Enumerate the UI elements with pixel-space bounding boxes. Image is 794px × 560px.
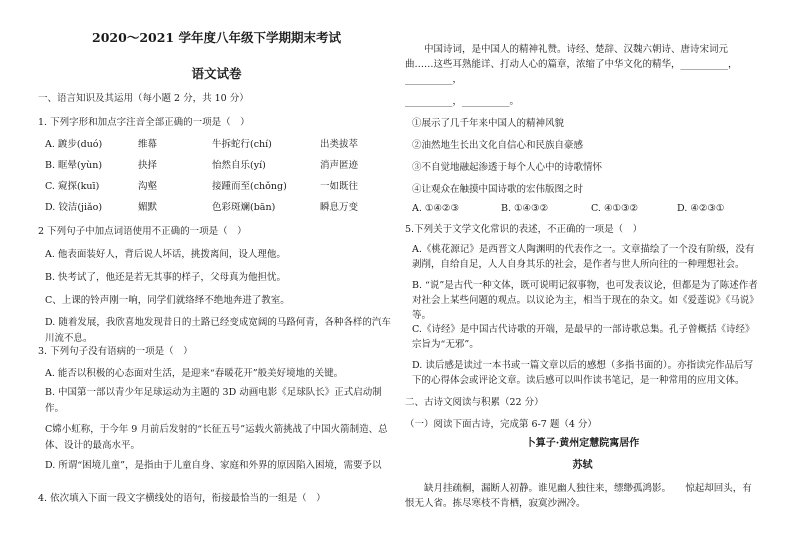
q4-choice-d: D. ④②③① (677, 203, 725, 214)
poem-text: 缺月挂疏桐，漏断人初静。谁见幽人独往来，缥缈孤鸿影。 惊起却回头，有恨无人省。拣尽寒枝不肯栖，寂寞沙洲冷。 (405, 483, 752, 509)
q3-option-d: D. 所谓“困境儿童”，是指由于儿童自身、家庭和外界的原因陷入困境，需要予以 (45, 460, 382, 471)
q5-option-a: A.《桃花源记》是西晋文人陶渊明的代表作之一。文章描绘了一个没有阶级，没有剥削，自给自足，人人自身其乐的社会，是作者与世人所向往的一种理想社会。 (412, 244, 755, 270)
q4-item-4: ④让观众在触摸中国诗歌的宏伟版图之时 (412, 184, 584, 195)
q4-item-1: ①展示了几千年来中国人的精神风貌 (412, 118, 565, 129)
q1-c-3: 接踵而至(chǒng) (212, 181, 287, 192)
poem-title: 卜算子·黄州定慧院寓居作 (525, 438, 640, 449)
q5-option-d: D. 读后感是读过一本书或一篇文章以后的感想（多指书面的）。亦指读完作品后写下的心得体会或评论文章。读后感可以叫作读书笔记，是一种常用的应用文体。 (412, 360, 754, 386)
q2-stem: 2 下列句子中加点词语使用不正确的一项是（ ） (38, 226, 247, 237)
section-1-heading: 一、语言知识及其运用（每小题 2 分，共 10 分） (38, 93, 249, 104)
q4-choice-a: A. ①④②③ (412, 203, 459, 214)
q4-choice-c: C. ④①③② (591, 203, 639, 214)
q1-d-2: 媚默 (138, 202, 158, 213)
q5-option-c: C.《诗经》是中国古代诗歌的开端，是最早的一部诗歌总集。孔子曾概括《诗经》宗旨为“无邪”。 (412, 324, 755, 350)
q2-option-c: C、上课的铃声刚一响，同学们就络绎不绝地奔进了教室。 (45, 295, 290, 306)
subsection-1-heading: （一）阅读下面古诗，完成第 6-7 题（4 分） (405, 419, 597, 430)
q1-a-2: 维幕 (138, 139, 158, 150)
q4-item-2: ②油然地生长出文化自信心和民族自豪感 (412, 140, 584, 151)
q1-d-1: D. 铰洁(jiǎo) (45, 202, 103, 213)
q1-a-3: 牛拆蛇行(chí) (212, 139, 272, 150)
q3-stem: 3. 下列句子没有语病的一项是（ ） (38, 346, 193, 357)
q1-b-3: 怡然自乐(yí) (212, 160, 266, 171)
q4-stem: 4. 依次填入下面一段文字横线处的语句，衔接最恰当的一组是（ ） (38, 493, 326, 504)
q1-stem: 1. 下列字形和加点字注音全部正确的一项是（ ） (38, 117, 250, 128)
q2-option-d: D. 随着发展，我欣喜地发现昔日的土路已经变成宽阔的马路何青，各种各样的汽车川流不息。 (45, 317, 391, 344)
q5-option-b: B. “说”是古代一种文体，既可说明记叙事物，也可发表议论，但都是为了陈述作者对社会上某些问题的观点。以议论为主，相当于现在的杂文。如《爱莲说》《马说》等。 (412, 280, 759, 321)
exam-title: 2020～2021 学年度八年级下学期期末考试 (92, 30, 341, 45)
q3-option-b: B. 中国第一部以青少年足球运动为主题的 3D 动画电影《足球队长》正式启动制作。 (45, 387, 382, 414)
q1-c-4: 一如既往 (320, 181, 359, 192)
q5-stem: 5.下列关于文学文化常识的表述，不正确的一项是（ ） (405, 224, 643, 235)
q1-d-3: 色彩斑斓(bān) (212, 202, 276, 213)
q4-passage-blanks: __________，__________。 (405, 96, 520, 107)
poem-author: 苏轼 (572, 460, 593, 471)
q1-b-1: B. 眶晕(yùn) (45, 160, 103, 171)
q3-option-a: A. 能否以积极的心态面对生活，是迎来“春暖花开”般美好境地的关键。 (45, 368, 344, 379)
q1-a-4: 出类拔萃 (320, 139, 359, 150)
q1-c-1: C. 窥探(kuī) (45, 181, 100, 192)
q3-option-c: C嫦小虹称，于今年 9 月前后发射的“长征五号”运载火箭挑战了中国火箭制造、总体、设计的最高水平。 (45, 424, 388, 451)
q1-b-2: 抉择 (138, 160, 158, 171)
q2-option-a: A. 他表面装好人，背后说人坏话，挑拨离间，设人理他。 (45, 249, 286, 260)
section-2-heading: 二、古诗文阅读与积累（22 分） (405, 397, 544, 408)
q2-option-b: B. 快考试了，他还是若无其事的样子，父母真为他担忧。 (45, 272, 287, 283)
q4-passage: 中国诗词，是中国人的精神礼赞。诗经、楚辞、汉魏六朝诗、唐诗宋词元曲……这些耳熟能详、打动人心的篇章，浓缩了中华文化的精华，__________，__________， (405, 44, 738, 85)
q1-d-4: 瞬息万变 (320, 202, 359, 213)
q1-c-2: 沟壑 (138, 181, 158, 192)
q1-b-4: 消声匿迹 (320, 160, 359, 171)
q4-item-3: ③不自觉地融起渗透于每个人心中的诗歌情怀 (412, 162, 603, 173)
q1-a-1: A. 踱步(duó) (45, 139, 103, 150)
exam-subtitle: 语文试卷 (191, 66, 242, 81)
q4-choice-b: B. ①④③② (501, 203, 549, 214)
